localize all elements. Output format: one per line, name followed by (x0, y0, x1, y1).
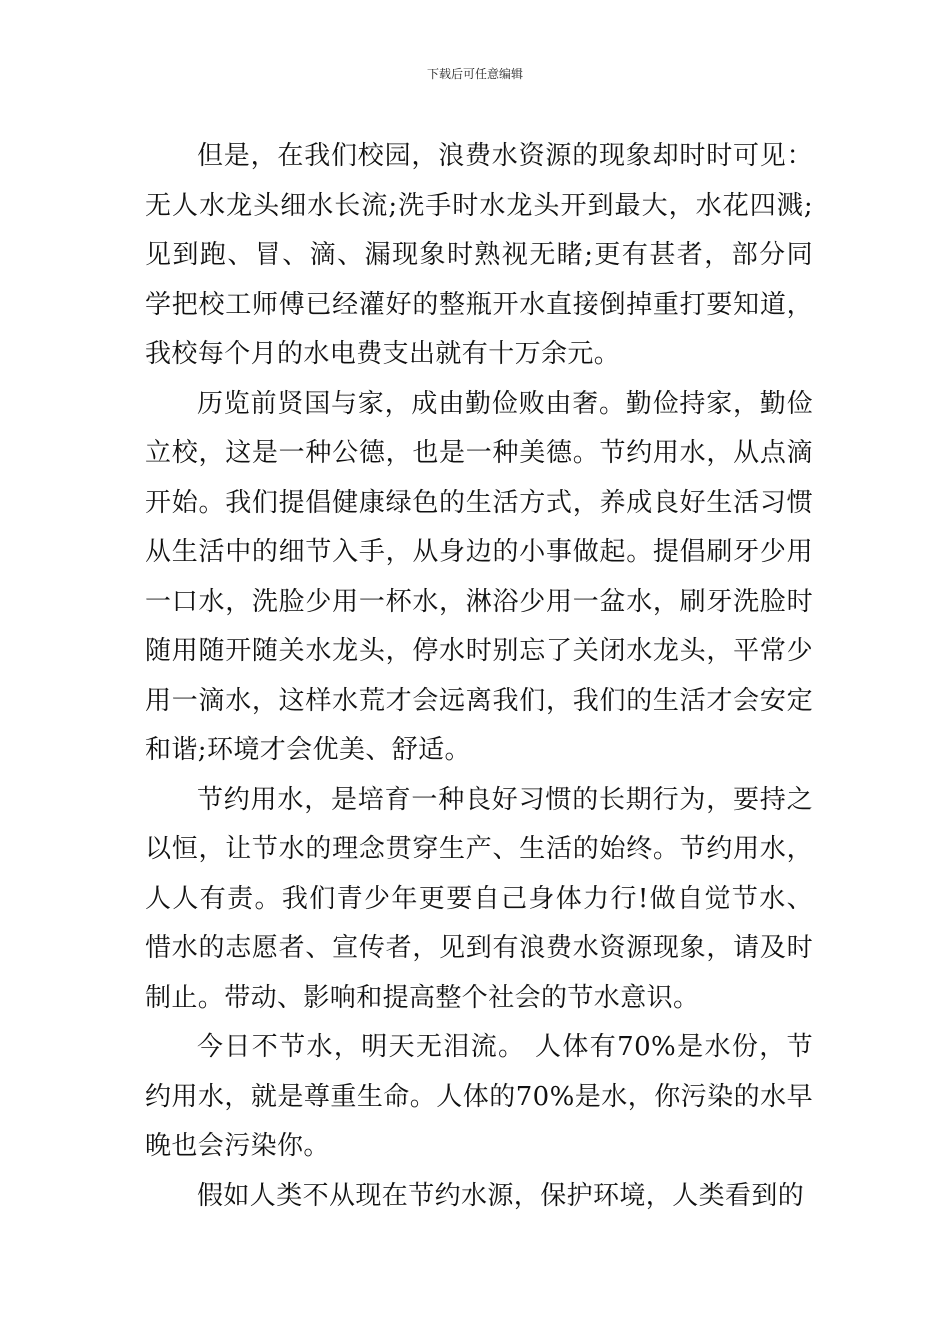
paragraph-2: 历览前贤国与家，成由勤俭败由奢。勤俭持家，勤俭立校，这是一种公德，也是一种美德。节约用水，从点滴开始。我们提倡健康绿色的生活方式，养成良好生活习惯从生活中的细节入手，从身边的小事做起。提倡刷牙少用一口水，洗脸少用一杯水，淋浴少用一盆水，刷牙洗脸时随用随开随关水龙头，停水时别忘了关闭水龙头，平常少用一滴水，这样水荒才会远离我们，我们的生活才会安定和谐;环境才会优美、舒适。 (145, 388, 813, 765)
paragraph-5: 假如人类不从现在节约水源，保护环境，人类看到的 (197, 1180, 805, 1211)
paragraph-3: 节约用水，是培育一种良好习惯的长期行为，要持之以恒，让节水的理念贯穿生产、生活的始终。节约用水，人人有责。我们青少年更要自己身体力行!做自觉节水、惜水的志愿者、宣传者，见到有浪费水资源现象，请及时制止。带动、影响和提高整个社会的节水意识。 (145, 784, 813, 1013)
document-body (145, 132, 813, 1221)
paragraph-1: 但是，在我们校园，浪费水资源的现象却时时可见：无人水龙头细水长流;洗手时水龙头开到最大，水花四溅;见到跑、冒、滴、漏现象时熟视无睹;更有甚者，部分同学把校工师傅已经灌好的整瓶开水直接倒掉重打要知道，我校每个月的水电费支出就有十万余元。 (145, 141, 813, 369)
paragraph-4: 今日不节水，明天无泪流。 人体有70%是水份，节约用水，就是尊重生命。人体的70%是水，你污染的水早晚也会污染你。 (145, 1032, 813, 1161)
page-header-note: 下载后可任意编辑 (426, 67, 523, 81)
